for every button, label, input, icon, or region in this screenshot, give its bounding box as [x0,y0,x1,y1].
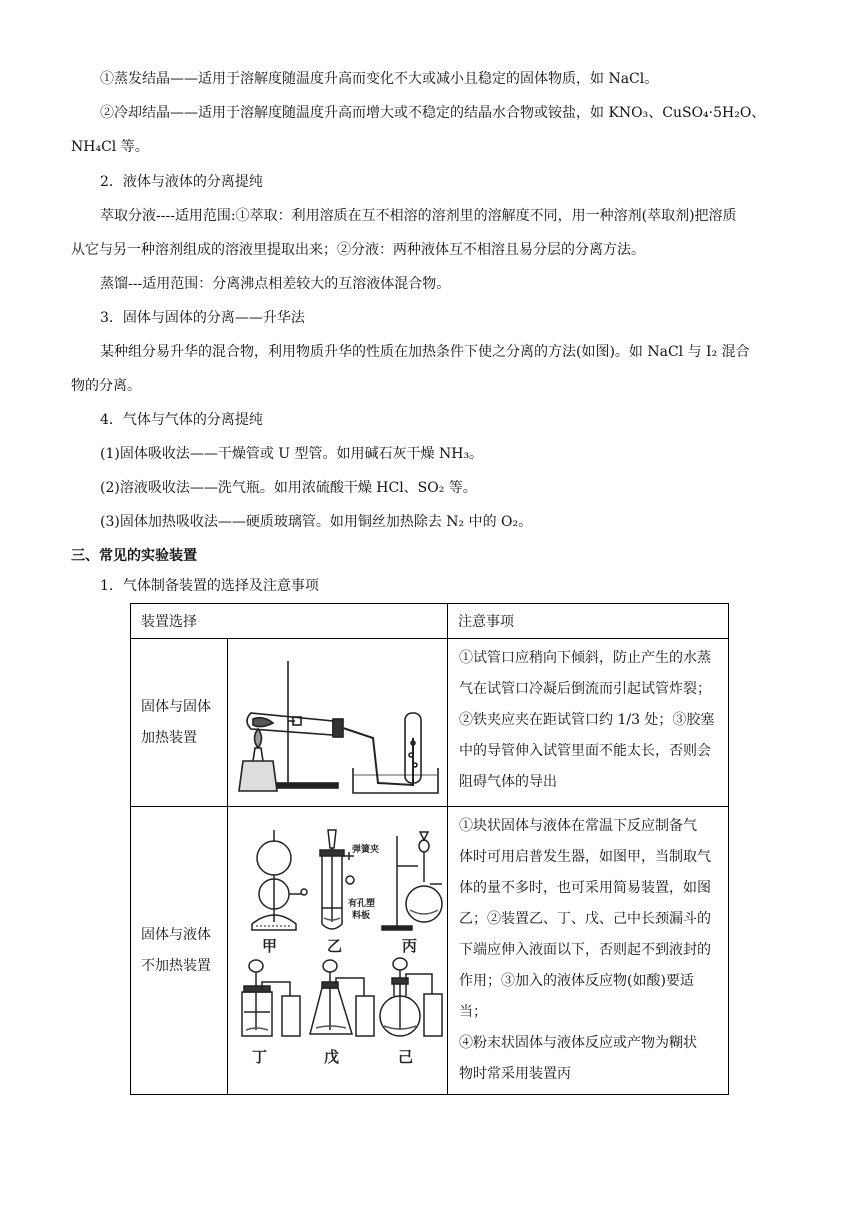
table-row [131,639,729,807]
paragraph-cooling-1: ②冷却结晶——适用于溶解度随温度升高而增大或不稳定的结晶水合物或铵盐，如 KNO₃、CuSO₄·5H₂O、 [100,105,766,121]
note-line: 乙；②装置乙、丁、戊、己中长颈漏斗的 [459,911,711,927]
row-label-line: 不加热装置 [141,957,211,974]
paragraph-extraction-1: 萃取分液----适用范围:①萃取：利用溶质在互不相溶的溶剂里的溶解度不同，用一种溶剂(萃取剂)把溶质 [100,208,737,224]
bottle-apparatus-ding [242,960,300,1036]
paragraph-distillation: 蒸馏---适用范围：分离沸点相差较大的互溶液体混合物。 [100,276,451,292]
row-label-line: 固体与液体 [141,926,211,943]
row-label-line: 固体与固体 [141,698,211,715]
paragraph-extraction-2: 从它与另一种溶剂组成的溶液里提取出来；②分液：两种液体互不相溶且易分层的分离方法。 [71,242,645,258]
conical-flask-apparatus-wu [310,960,374,1036]
row-label [131,807,228,1095]
subheading-gas-preparation: 1．气体制备装置的选择及注意事项 [100,578,319,594]
notes-cell [448,807,729,1095]
note-line: ①块状固体与液体在常温下反应制备气 [459,818,697,834]
kipp-generator-jia [252,830,307,930]
header-apparatus: 装置选择 [131,604,448,639]
section-heading: 三、常见的实验装置 [71,548,197,564]
note-line: 体时可用启普发生器，如图甲，当制取气 [459,849,711,865]
paragraph-cooling-2: NH₄Cl 等。 [71,139,149,155]
flask-apparatus-bing [382,832,442,930]
note-line: 下端应伸入液面以下，否则起不到液封的 [459,942,711,958]
figure-label-bing: 丙 [401,936,417,955]
paragraph-sublimation-1: 某种组分易升华的混合物，利用物质升华的性质在加热条件下使之分离的方法(如图)。如 NaCl 与 I₂ 混合 [100,344,750,360]
note-line: 气在试管口冷凝后倒流而引起试管炸裂； [459,681,711,697]
row-label-line: 加热装置 [141,729,197,746]
paragraph-solution-absorption: (2)溶液吸收法——洗气瓶。如用浓硫酸干燥 HCl、SO₂ 等。 [100,480,477,496]
solid-solid-heating-apparatus-figure [233,643,443,803]
apparatus-figure-cell [228,807,448,1095]
figure-label-yi: 乙 [326,936,342,955]
solid-liquid-apparatus-figure [232,826,444,1076]
heading-gas-gas: 4．气体与气体的分离提纯 [100,412,263,428]
paragraph-evaporation: ①蒸发结晶——适用于溶解度随温度升高而变化不大或减小且稳定的固体物质，如 NaCl。 [100,71,659,87]
note-line: 体的量不多时，也可采用简易装置，如图 [459,880,711,896]
apparatus-figure-cell [228,639,448,807]
note-line: ①试管口应稍向下倾斜，防止产生的水蒸 [459,650,711,666]
figure-label-plate-1: 有孔塑 [347,898,375,909]
round-flask-apparatus-ji [380,958,442,1036]
table-row [131,807,729,1095]
heading-solid-solid: 3．固体与固体的分离——升华法 [100,310,305,326]
figure-label-jia: 甲 [261,936,277,955]
header-notes: 注意事项 [448,604,729,639]
paragraph-heating-absorption: (3)固体加热吸收法——硬质玻璃管。如用铜丝加热除去 N₂ 中的 O₂。 [100,514,533,530]
note-line: 物时常采用装置丙 [459,1066,571,1082]
simple-apparatus-yi [320,830,354,929]
figure-label-ji: 己 [397,1047,413,1066]
heading-liquid-liquid: 2．液体与液体的分离提纯 [100,174,263,190]
figure-label-spring-clip: 弹簧夹 [351,844,379,855]
note-line: 阻碍气体的导出 [459,774,557,790]
table-header-row [131,604,729,639]
paragraph-solid-absorption: (1)固体吸收法——干燥管或 U 型管。如用碱石灰干燥 NH₃。 [100,446,484,462]
note-line: ②铁夹应夹在距试管口约 1/3 处；③胶塞 [459,712,715,728]
paragraph-sublimation-2: 物的分离。 [71,378,141,394]
apparatus-table [130,603,729,1095]
figure-label-plate-2: 料板 [351,910,370,921]
figure-label-ding: 丁 [251,1047,267,1066]
notes-cell [448,639,729,807]
row-label [131,639,228,807]
note-line: 中的导管伸入试管里面不能太长，否则会 [459,743,711,759]
note-line: 作用；③加入的液体反应物(如酸)要适当； [459,973,694,1020]
figure-label-wu: 戊 [323,1047,339,1066]
note-line: ④粉末状固体与液体反应或产物为糊状 [459,1035,697,1051]
